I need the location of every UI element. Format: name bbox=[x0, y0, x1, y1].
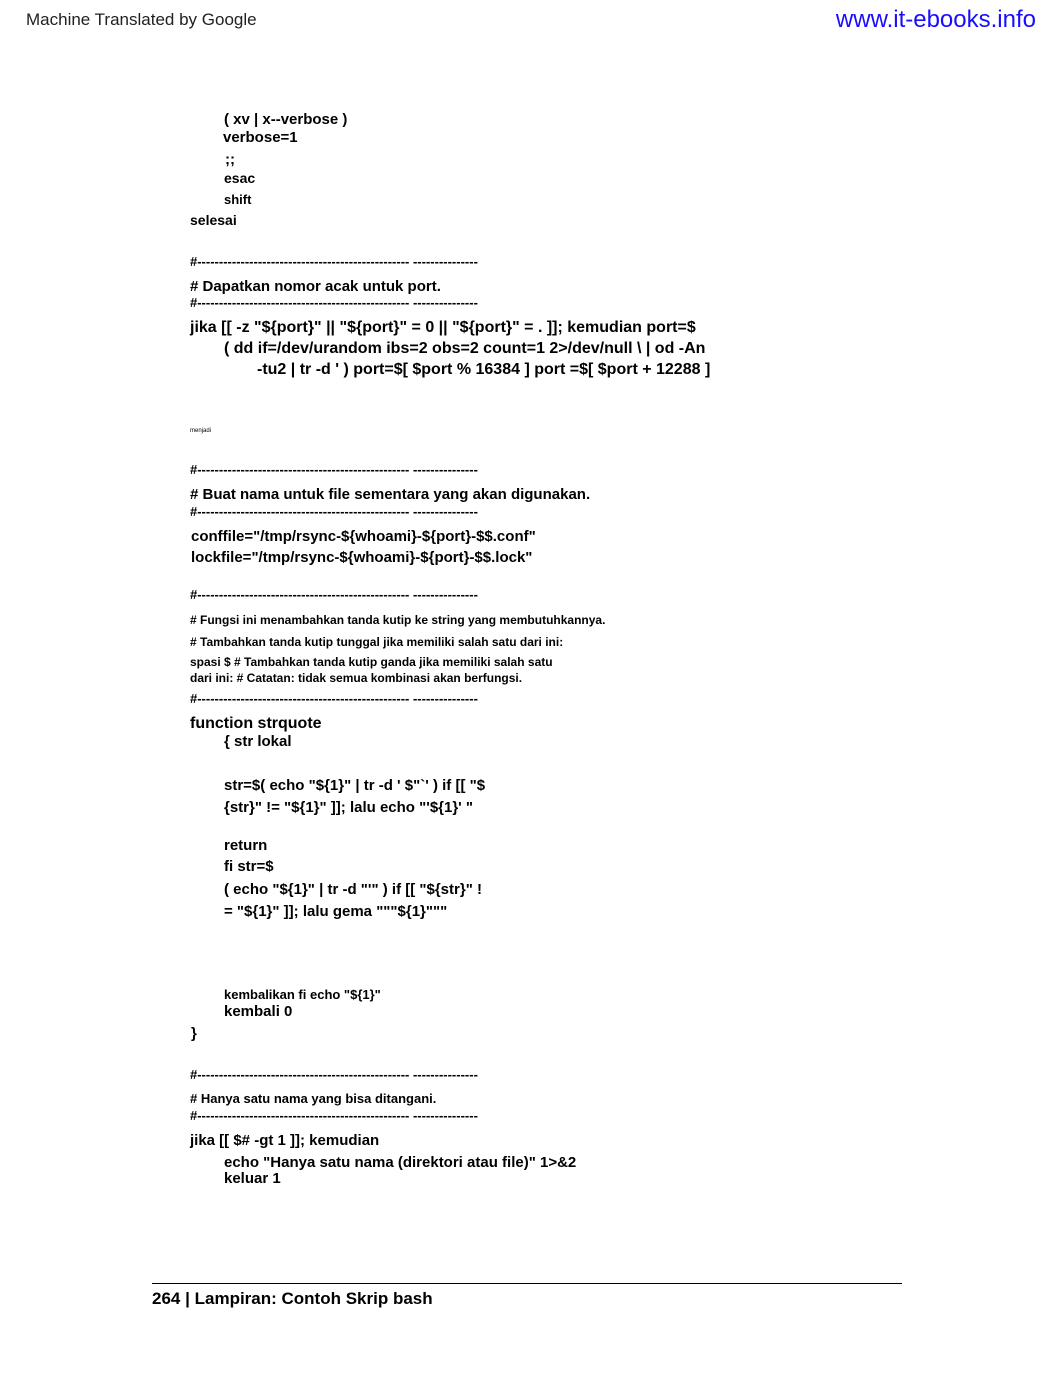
site-link[interactable]: www.it-ebooks.info bbox=[835, 6, 1036, 33]
code-line: esac bbox=[224, 170, 256, 186]
code-line: {str}" != "${1}" ]]; lalu echo "'${1}' " bbox=[224, 799, 474, 816]
code-line: #------------------------------------------------- --------------- bbox=[190, 254, 478, 269]
code-line: # Buat nama untuk file sementara yang akan digunakan. bbox=[190, 486, 591, 503]
code-line: #------------------------------------------------- --------------- bbox=[190, 691, 478, 706]
code-line: str=$( echo "${1}" | tr -d ' $"`' ) if [[ "$ bbox=[224, 777, 486, 794]
code-line: menjadi bbox=[190, 428, 212, 434]
code-line: conffile="/tmp/rsync-${whoami}-${port}-$$.conf" bbox=[191, 528, 536, 545]
code-line: kembalikan fi echo "${1}" bbox=[224, 987, 381, 1002]
code-line: shift bbox=[224, 192, 252, 207]
code-line: { str lokal bbox=[224, 733, 292, 750]
machine-translated-label: Machine Translated by Google bbox=[26, 10, 257, 29]
code-line: ( xv | x--verbose ) bbox=[224, 111, 348, 128]
code-line: # Hanya satu nama yang bisa ditangani. bbox=[190, 1091, 437, 1106]
code-line: fi str=$ bbox=[224, 858, 274, 875]
code-line: selesai bbox=[190, 212, 237, 228]
code-line: } bbox=[191, 1025, 197, 1042]
code-line: return bbox=[224, 837, 268, 854]
code-line: spasi $ # Tambahkan tanda kutip ganda jika memiliki salah satu bbox=[190, 655, 553, 669]
page-footer bbox=[152, 1289, 433, 1309]
code-line: #------------------------------------------------- --------------- bbox=[190, 587, 478, 602]
code-line: # Fungsi ini menambahkan tanda kutip ke string yang membutuhkannya. bbox=[190, 613, 606, 627]
chapter-title: Lampiran: Contoh Skrip bash bbox=[194, 1289, 433, 1308]
code-line: #------------------------------------------------- --------------- bbox=[190, 1067, 478, 1082]
code-line: function strquote bbox=[190, 715, 322, 732]
code-line: # Dapatkan nomor acak untuk port. bbox=[190, 278, 441, 295]
code-line: -tu2 | tr -d ' ) port=$[ $port % 16384 ] port =$[ $port + 12288 ] bbox=[257, 361, 711, 378]
code-line: echo "Hanya satu nama (direktori atau file)" 1>&2 bbox=[224, 1154, 577, 1171]
code-line: # Tambahkan tanda kutip tunggal jika memiliki salah satu dari ini: bbox=[190, 635, 564, 649]
footer-separator: | bbox=[185, 1289, 190, 1308]
code-line: ( echo "${1}" | tr -d "'" ) if [[ "${str}" ! bbox=[224, 881, 482, 898]
code-line: kembali 0 bbox=[224, 1003, 293, 1020]
footer-rule bbox=[152, 1283, 902, 1284]
code-line: lockfile="/tmp/rsync-${whoami}-${port}-$$.lock" bbox=[191, 549, 533, 566]
code-line: verbose=1 bbox=[223, 129, 298, 146]
code-line: ;; bbox=[225, 151, 235, 168]
code-line: dari ini: # Catatan: tidak semua kombinasi akan berfungsi. bbox=[190, 671, 523, 685]
code-line: #------------------------------------------------- --------------- bbox=[190, 462, 478, 477]
code-line: ( dd if=/dev/urandom ibs=2 obs=2 count=1 2>/dev/null \ | od -An bbox=[224, 340, 706, 357]
code-line: #------------------------------------------------- --------------- bbox=[190, 1108, 478, 1123]
code-line: jika [[ -z "${port}" || "${port}" = 0 || "${port}" = . ]]; kemudian port=$ bbox=[190, 319, 696, 336]
code-line: = "${1}" ]]; lalu gema """${1}""" bbox=[224, 903, 448, 920]
code-line: keluar 1 bbox=[224, 1170, 281, 1187]
code-line: #------------------------------------------------- --------------- bbox=[190, 295, 478, 310]
page-number: 264 bbox=[152, 1289, 181, 1308]
code-line: #------------------------------------------------- --------------- bbox=[190, 504, 478, 519]
code-line: jika [[ $# -gt 1 ]]; kemudian bbox=[190, 1132, 380, 1149]
